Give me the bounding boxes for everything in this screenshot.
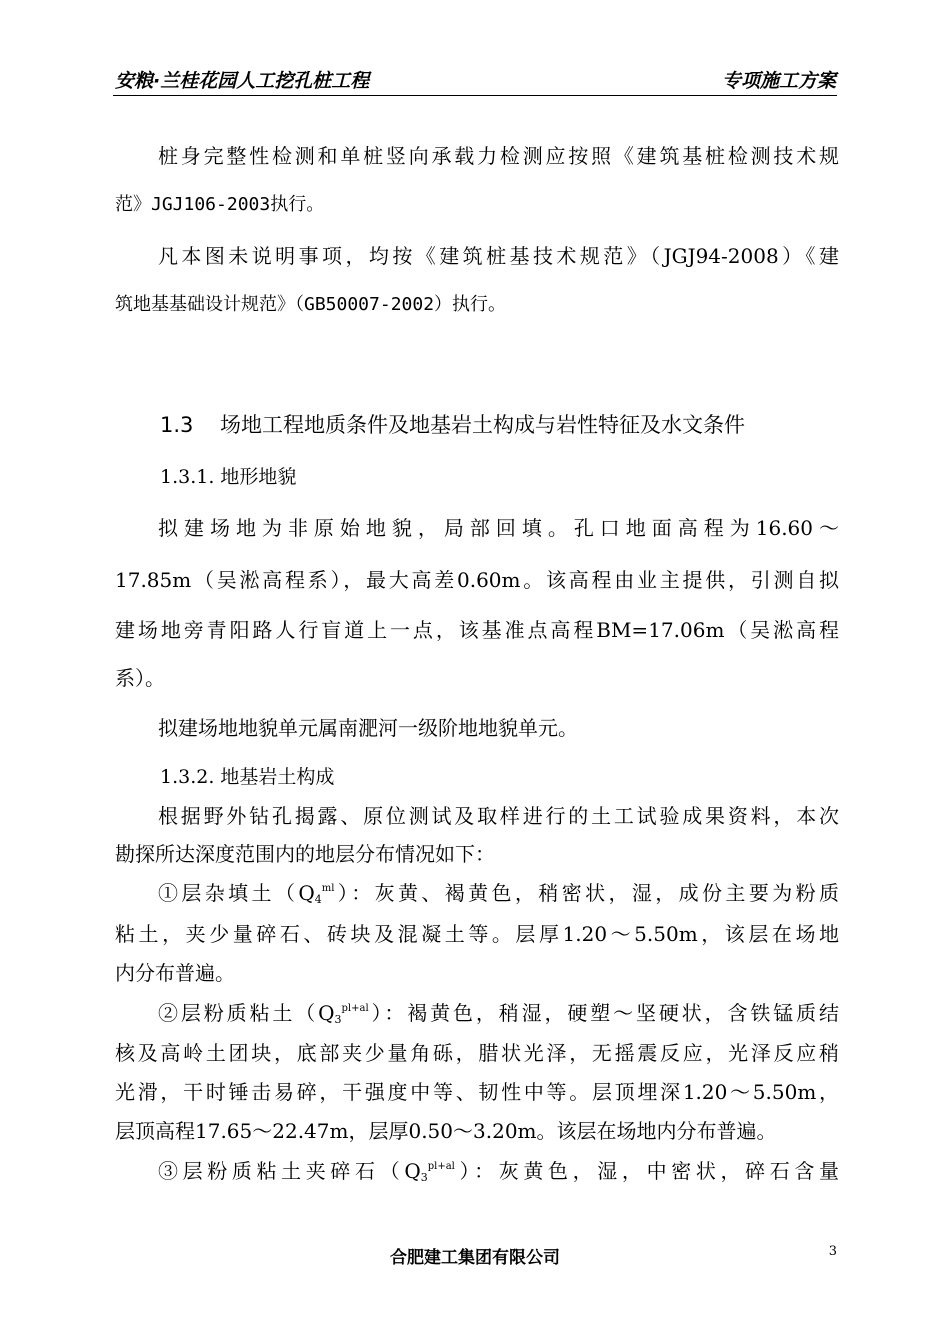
para2-line2: 筑地基基础设计规范》（GB50007-2002）执行。: [115, 294, 507, 315]
layer3-superscript: pl+al: [427, 1161, 455, 1172]
layer2-line4: 层顶高程17.65～22.47m，层厚0.50～3.20m。该层在场地内分布普遍。: [115, 1119, 777, 1143]
page-number: 3: [828, 1244, 837, 1259]
layer1-superscript: ml: [321, 883, 335, 894]
subsection-title-1: 1.3.1. 地形地貌: [160, 466, 297, 488]
subsection-title-2: 1.3.2. 地基岩土构成: [160, 766, 335, 788]
layer2-subscript: 3: [334, 1013, 342, 1026]
layer2-post: ）：褐黄色，稍湿，硬塑～坚硬状，含铁锰质结: [368, 1001, 839, 1025]
layer2-line2: 核及高岭土团块，底部夹少量角砾，腊状光泽，无摇震反应，光泽反应稍: [115, 1041, 839, 1065]
sub2-intro-line2: 勘探所达深度范围内的地层分布情况如下：: [115, 842, 495, 866]
layer1-pre: ①层杂填土（Q: [158, 881, 315, 905]
layer3-line1: [158, 1155, 839, 1184]
footer-company: 合肥建工集团有限公司: [390, 1248, 560, 1268]
sub1-para1-line2: 17.85m（吴淞高程系），最大高差0.60m。该高程由业主提供，引测自拟: [115, 568, 839, 592]
sub1-para1-line4: 系）。: [115, 666, 165, 690]
section-title: 场地工程地质条件及地基岩土构成与岩性特征及水文条件: [220, 413, 745, 437]
layer3-pre: ③层粉质粘土夹碎石（Q: [158, 1159, 421, 1183]
para2-line1: 凡本图未说明事项，均按《建筑桩基技术规范》（JGJ94-2008）《建: [158, 244, 839, 268]
section-number: 1.3: [160, 413, 194, 437]
section-heading: [160, 409, 745, 439]
para1-line1: 桩身完整性检测和单桩竖向承载力检测应按照《建筑基桩检测技术规: [158, 144, 839, 168]
layer1-post: ）：灰黄、褐黄色，稍密状，湿，成份主要为粉质: [334, 881, 839, 905]
layer1-line2: 粘土，夹少量碎石、砖块及混凝土等。层厚1.20～5.50m，该层在场地: [115, 922, 839, 946]
sub1-para1-line3: 建场地旁青阳路人行盲道上一点，该基准点高程BM=17.06m（吴淞高程: [115, 618, 839, 642]
layer2-superscript: pl+al: [341, 1003, 369, 1014]
header-divider: [113, 95, 837, 96]
para1-line2: 范》JGJ106-2003执行。: [115, 194, 325, 215]
layer2-line3: 光滑，干时锤击易碎，干强度中等、韧性中等。层顶埋深1.20～5.50m，: [115, 1080, 839, 1104]
layer1-subscript: 4: [314, 893, 322, 906]
layer1-line3: 内分布普遍。: [115, 961, 235, 985]
layer2-line1: [158, 997, 839, 1026]
layer2-pre: ②层粉质粘土（Q: [158, 1001, 335, 1025]
sub2-intro-line1: 根据野外钻孔揭露、原位测试及取样进行的土工试验成果资料，本次: [158, 804, 839, 828]
sub1-para1-line1: 拟建场地为非原始地貌，局部回填。孔口地面高程为16.60～: [158, 516, 839, 540]
header-project-title: 安粮·兰桂花园人工挖孔桩工程: [115, 70, 370, 92]
header-doc-type: 专项施工方案: [721, 70, 836, 92]
sub1-para2: 拟建场地地貌单元属南淝河一级阶地地貌单元。: [158, 716, 578, 740]
layer3-post: ）：灰黄色，湿，中密状，碎石含量: [454, 1159, 839, 1183]
layer1-line1: [158, 877, 839, 906]
layer3-subscript: 3: [420, 1171, 428, 1184]
